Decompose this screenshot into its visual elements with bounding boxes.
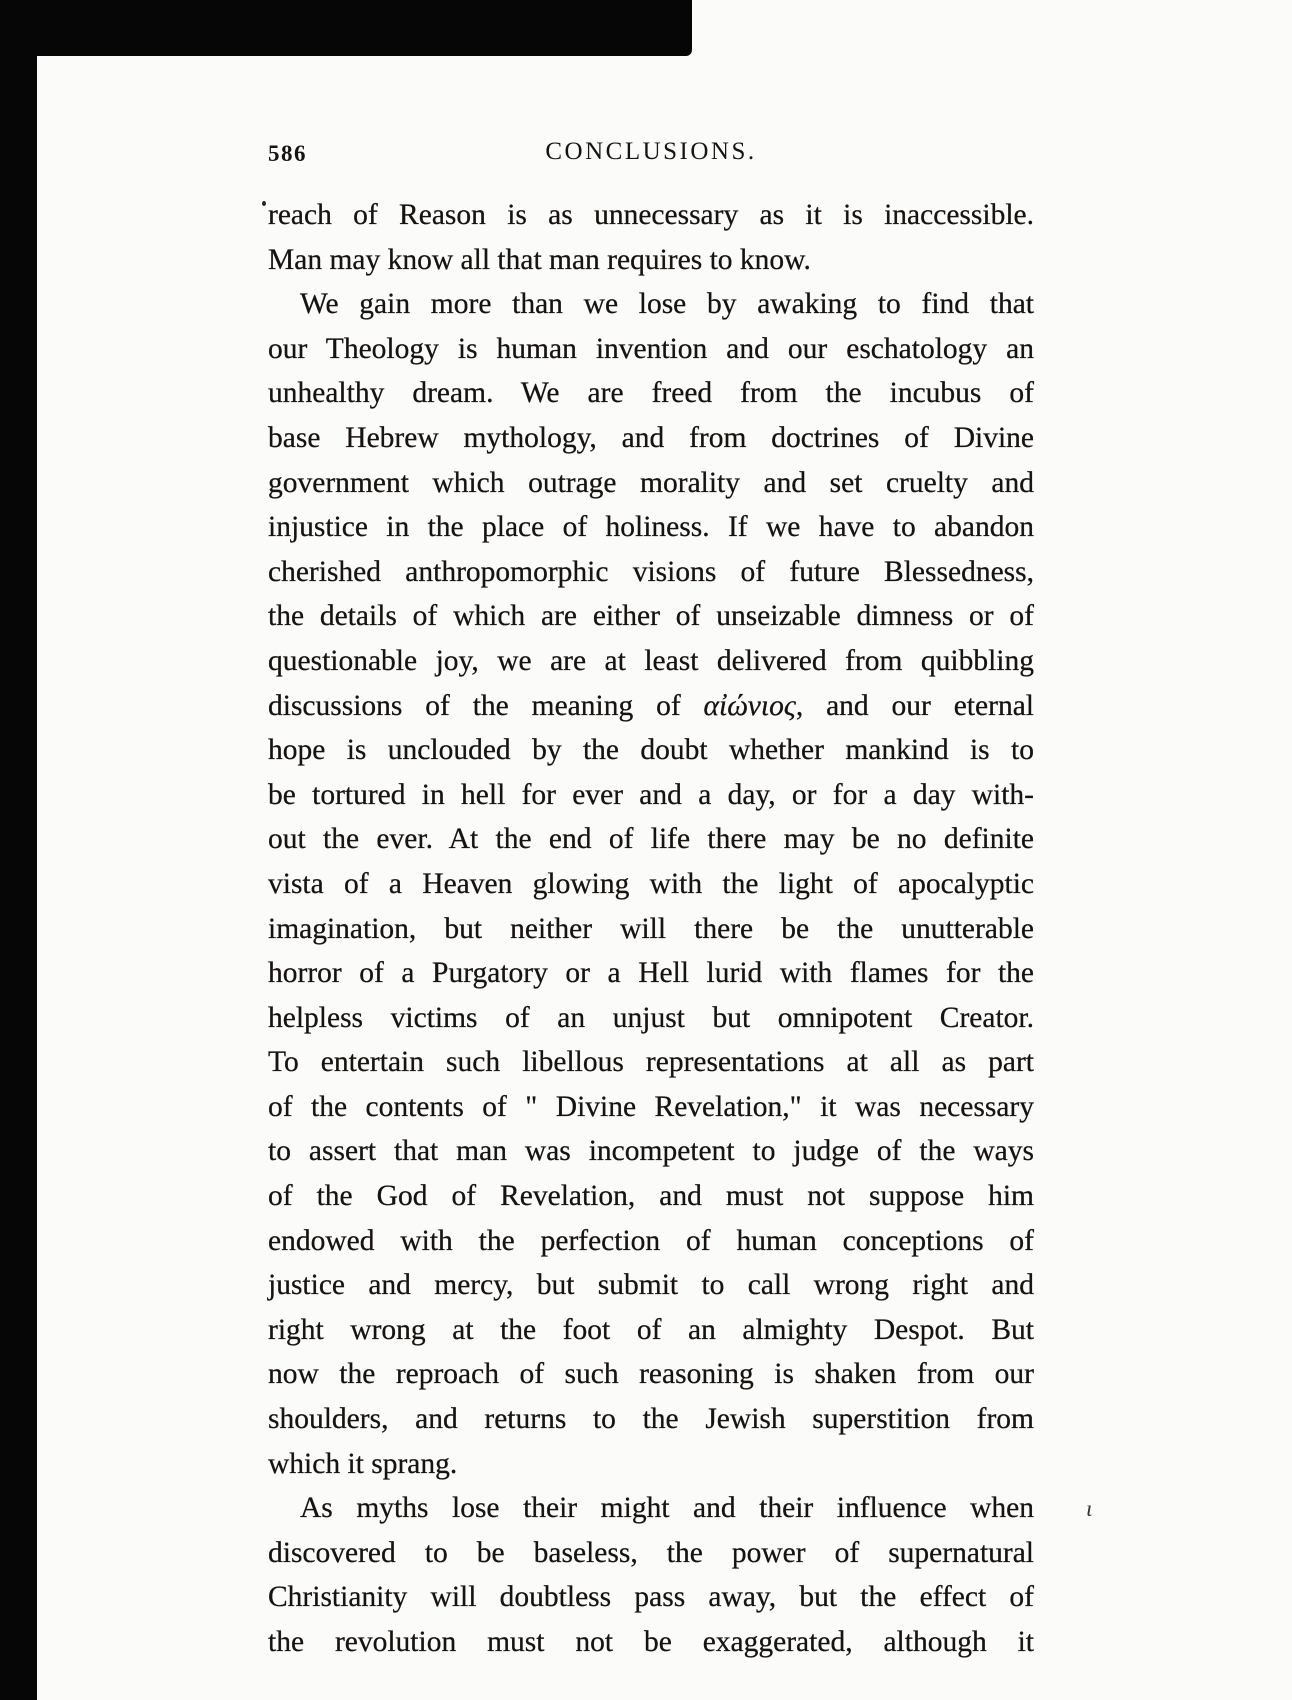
- text-line: be tortured in hell for ever and a day, or for a day with-: [268, 778, 1034, 811]
- paragraph: [268, 282, 1034, 1486]
- text-line: discussions of the meaning of αἰώνιος, and our eternal: [268, 689, 1034, 722]
- text-line: As myths lose their might and their influence when: [300, 1492, 1034, 1525]
- text-line: government which outrage morality and set cruelty and: [268, 466, 1034, 499]
- text-line: reach of Reason is as unnecessary as it is inaccessible.: [268, 199, 1034, 231]
- text-line: base Hebrew mythology, and from doctrines of Divine: [268, 421, 1034, 454]
- page-header: [268, 138, 1034, 172]
- page-body: [268, 193, 1034, 1665]
- paragraph: [268, 1486, 1034, 1664]
- text-line: the revolution must not be exaggerated, although it: [268, 1626, 1034, 1658]
- text-line: discovered to be baseless, the power of supernatural: [268, 1536, 1034, 1569]
- text-line: endowed with the perfection of human conceptions of: [268, 1224, 1034, 1257]
- text-line: now the reproach of such reasoning is shaken from our: [268, 1358, 1034, 1391]
- text-line: hope is unclouded by the doubt whether mankind is to: [268, 734, 1034, 767]
- stray-ink-mark: ι: [1086, 1496, 1093, 1521]
- paragraph: [268, 193, 1034, 282]
- page-number: 586: [268, 141, 307, 166]
- text-line: imagination, but neither will there be the unutterable: [268, 912, 1034, 945]
- text-line: right wrong at the foot of an almighty Despot. But: [268, 1313, 1034, 1346]
- text-line: helpless victims of an unjust but omnipotent Creator.: [268, 1001, 1034, 1034]
- text-line: horror of a Purgatory or a Hell lurid with flames for the: [268, 957, 1034, 990]
- text-line: justice and mercy, but submit to call wrong right and: [268, 1269, 1034, 1302]
- text-line: To entertain such libellous representations at all as part: [268, 1046, 1034, 1079]
- text-line: cherished anthropomorphic visions of future Blessedness,: [268, 555, 1034, 588]
- text-line: to assert that man was incompetent to judge of the ways: [268, 1135, 1034, 1168]
- text-line: unhealthy dream. We are freed from the incubus of: [268, 377, 1034, 410]
- text-line: We gain more than we lose by awaking to find that: [300, 288, 1034, 321]
- text-line: out the ever. At the end of life there may be no definite: [268, 823, 1034, 856]
- text-line: of the contents of " Divine Revelation," it was necessary: [268, 1090, 1034, 1123]
- text-line: which it sprang.: [268, 1447, 458, 1480]
- text-line: the details of which are either of unseizable dimness or of: [268, 600, 1034, 633]
- running-header: CONCLUSIONS.: [545, 138, 757, 165]
- text-line: shoulders, and returns to the Jewish superstition from: [268, 1403, 1034, 1436]
- text-line: our Theology is human invention and our eschatology an: [268, 332, 1034, 365]
- scan-border-top: [0, 0, 692, 56]
- scan-border-left: [0, 0, 37, 1700]
- text-line: Man may know all that man requires to know.: [268, 243, 811, 276]
- text-line: Christianity will doubtless pass away, but the effect of: [268, 1581, 1034, 1614]
- scan-speck: [262, 201, 266, 206]
- text-line: questionable joy, we are at least delivered from quibbling: [268, 644, 1034, 677]
- text-line: injustice in the place of holiness. If we have to abandon: [268, 511, 1034, 544]
- text-line: of the God of Revelation, and must not suppose him: [268, 1180, 1034, 1213]
- text-line: vista of a Heaven glowing with the light of apocalyptic: [268, 867, 1034, 900]
